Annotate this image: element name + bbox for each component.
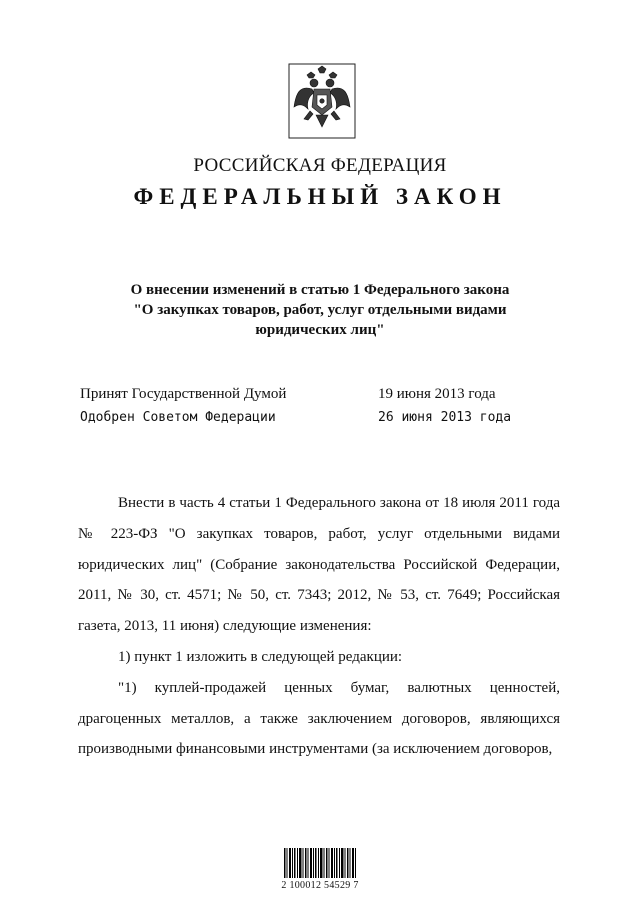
law-body bbox=[78, 488, 560, 765]
barcode-number: 2 100012 54529 7 bbox=[281, 880, 359, 891]
law-title-line: О внесении изменений в статью 1 Федерального закона bbox=[130, 282, 510, 298]
duma-date: 19 июня 2013 года bbox=[378, 386, 496, 402]
coat-of-arms-icon bbox=[288, 63, 356, 139]
barcode bbox=[268, 836, 372, 894]
law-title-line: "О закупках товаров, работ, услуг отдельными видами bbox=[133, 302, 507, 318]
item-1-heading: 1) пункт 1 изложить в следующей редакции: bbox=[118, 648, 403, 665]
duma-label: Принят Государственной Думой bbox=[80, 386, 287, 402]
council-label: Одобрен Советом Федерации bbox=[80, 410, 276, 425]
barcode-icon bbox=[284, 848, 356, 878]
law-title-line: юридических лиц" bbox=[255, 322, 385, 338]
council-date: 26 июня 2013 года bbox=[378, 410, 512, 425]
item-1-text: "1) куплей-продажей ценных бумаг, валютных ценностей, драгоценных металлов, а также заключением договоров, являющихся производными финансовыми инструментами (за исключением договоров, bbox=[78, 679, 560, 758]
intro-paragraph: Внести в часть 4 статьи 1 Федерального закона от 18 июля 2011 года № 223-ФЗ "О закупках товаров, работ, услуг отдельными видами юридических лиц" (Собрание законодательства Российской Федерации, 2011, № 30, ст. 4571; № 50, ст. 7343; 2012, № 53, ст. 7649; Российская газета, 2013, 11 июня) следующие изменения: bbox=[78, 495, 560, 635]
country-name: РОССИЙСКАЯ ФЕДЕРАЦИЯ bbox=[193, 155, 447, 176]
document-type: ФЕДЕРАЛЬНЫЙ ЗАКОН bbox=[133, 184, 507, 209]
law-title bbox=[110, 280, 530, 340]
